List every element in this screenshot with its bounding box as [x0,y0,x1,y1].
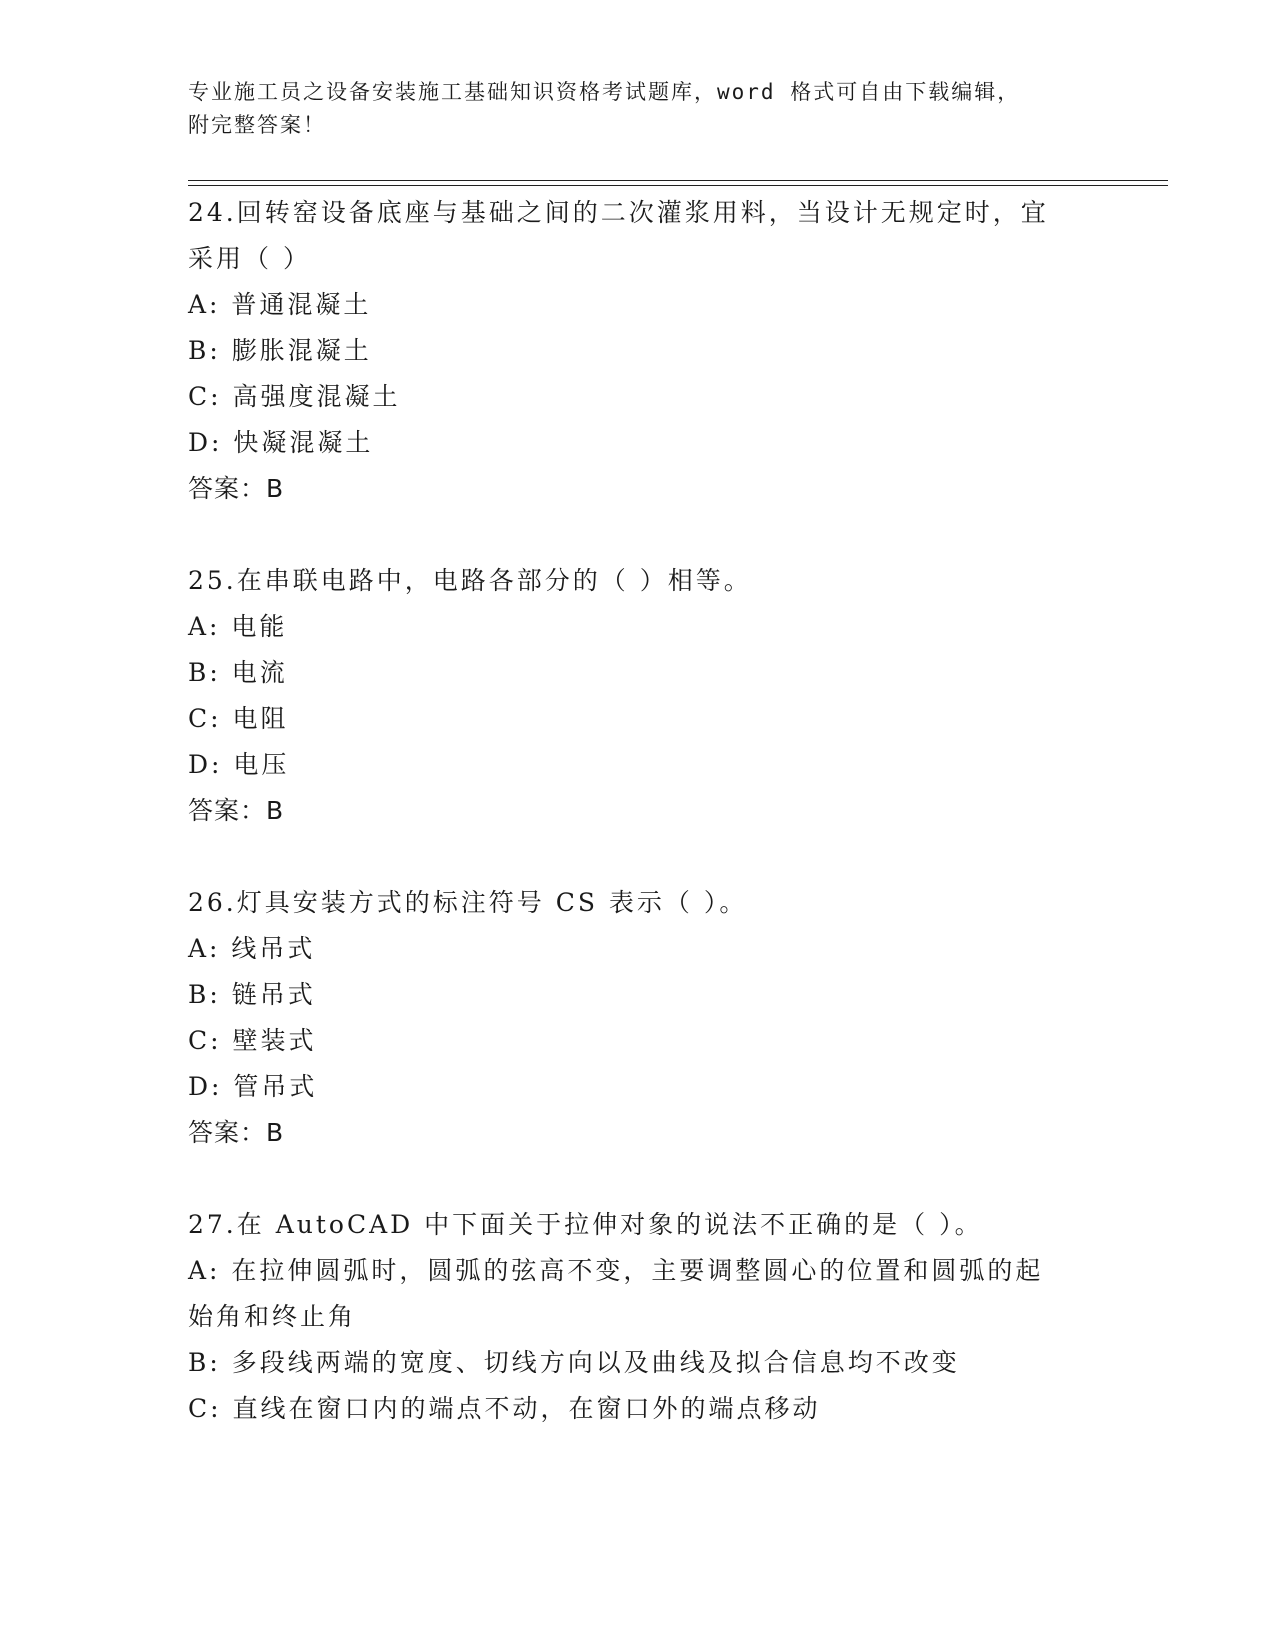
option-b: B: 链吊式 [188,980,316,1009]
question-25 [188,558,1088,834]
option-b: B: 膨胀混凝土 [188,336,372,365]
question-stem: 24.回转窑设备底座与基础之间的二次灌浆用料，当设计无规定时，宜 [188,198,1049,227]
document-header [188,76,1068,142]
option-a: A: 普通混凝土 [188,290,372,319]
header-line-2: 附完整答案！ [188,113,326,137]
answer: 答案：B [188,474,285,503]
header-divider-top [188,180,1168,181]
header-divider-bottom [188,185,1168,186]
option-a: A: 线吊式 [188,934,316,963]
question-26 [188,880,1088,1156]
option-c: C: 壁装式 [188,1026,317,1055]
question-stem: 27.在 AutoCAD 中下面关于拉伸对象的说法不正确的是（ ）。 [188,1210,983,1239]
question-stem: 26.灯具安装方式的标注符号 CS 表示（ ）。 [188,888,748,917]
option-b: B: 电流 [188,658,288,687]
option-c: C: 高强度混凝土 [188,382,401,411]
answer: 答案：B [188,1118,285,1147]
question-24 [188,190,1088,512]
option-a: A: 电能 [188,612,288,641]
option-a-continued: 始角和终止角 [188,1302,357,1331]
option-b: B: 多段线两端的宽度、切线方向以及曲线及拟合信息均不改变 [188,1348,960,1377]
question-stem: 采用（ ） [188,244,311,273]
option-c: C: 电阻 [188,704,289,733]
question-27 [188,1202,1088,1432]
question-list [188,190,1088,1478]
option-c: C: 直线在窗口内的端点不动，在窗口外的端点移动 [188,1394,821,1423]
option-d: D: 电压 [188,750,290,779]
option-a: A: 在拉伸圆弧时，圆弧的弦高不变，主要调整圆心的位置和圆弧的起 [188,1256,1044,1285]
answer: 答案：B [188,796,285,825]
option-d: D: 管吊式 [188,1072,318,1101]
option-d: D: 快凝混凝土 [188,428,374,457]
header-line-1: 专业施工员之设备安装施工基础知识资格考试题库，word 格式可自由下载编辑， [188,80,1021,104]
question-stem: 25.在串联电路中，电路各部分的（ ）相等。 [188,566,752,595]
